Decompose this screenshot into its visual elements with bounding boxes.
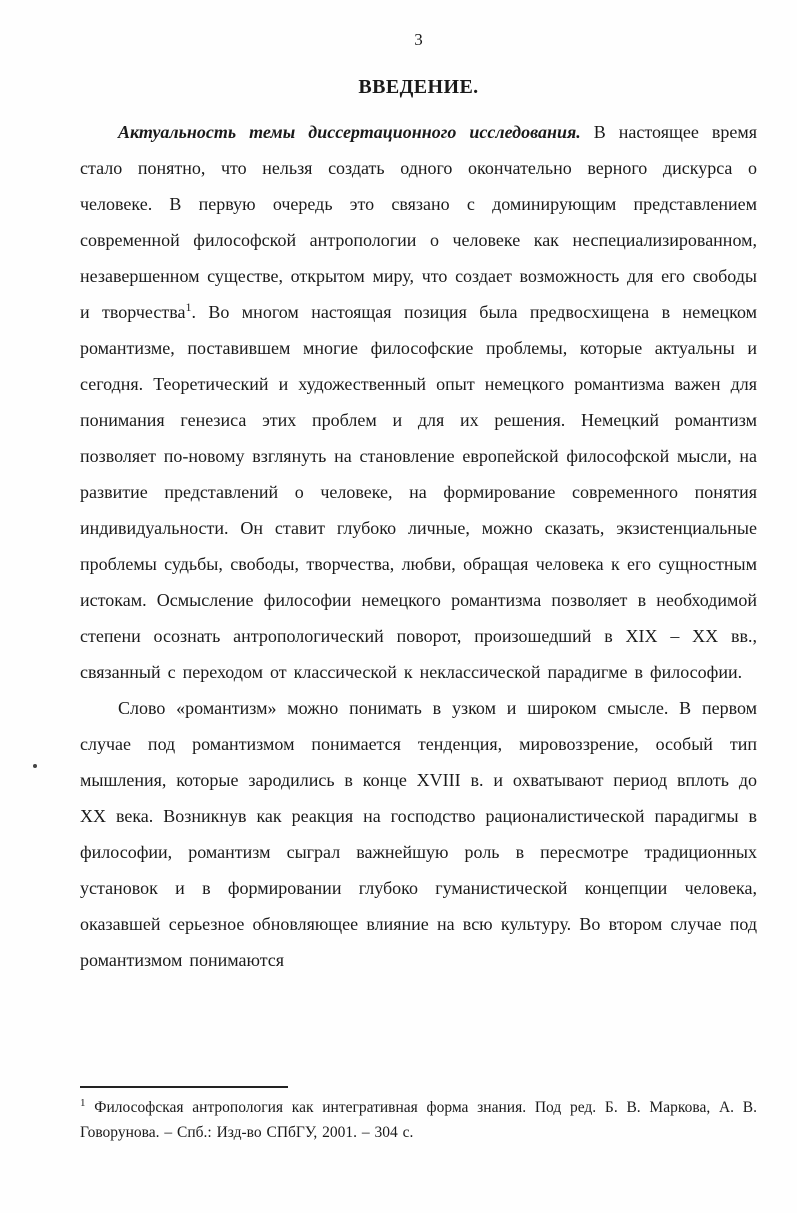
paragraph-text-before-footnote: В настоящее время стало понятно, что нельзя создать одного окончательно верного дискурса о человеке. В первую очередь это связано с доминирующим представлением современной философской антропологии о человеке как неспециализированном, незавершенном существе, открытом миру, что создает возможность для его свободы и творчества [80,122,757,322]
scan-speck-artifact [33,764,37,768]
section-heading: ВВЕДЕНИЕ. [358,76,479,98]
paragraph-2: Слово «романтизм» можно понимать в узком и широком смысле. В первом случае под романтизмом понимается тенденция, мировоззрение, особый тип мышления, которые зародились в конце XVIII в. и охватывают период вплоть до XX века. Возникнув как реакция на господство рационалистической парадигмы в философии, романтизм сыграл важнейшую роль в пересмотре традиционных установок и в формировании глубоко гуманистической концепции человека, оказавшей серьезное обновляющее влияние на всю культуру. Во втором случае под романтизмом понимаются [80,698,757,970]
paragraph-1 [80,114,757,690]
paragraph-text-after-footnote: . Во многом настоящая позиция была предвосхищена в немецком романтизме, поставившем многие философские проблемы, которые актуальны и сегодня. Теоретический и художественный опыт немецкого романтизма важен для понимания генезиса этих проблем и для их решения. Немецкий романтизм позволяет по-новому взглянуть на становление европейской философской мысли, на развитие представлений о человеке, на формирование современного понятия индивидуальности. Он ставит глубоко личные, можно сказать, экзистенциальные проблемы судьбы, свободы, творчества, любви, обращая человека к его сущностным истокам. Осмысление философии немецкого романтизма позволяет в необходимой степени осознать антропологический поворот, произошедший в XIX – XX вв., связанный с переходом от классической к неклассической парадигме в философии. [80,302,757,682]
paragraph-lead-emphasis: Актуальность темы диссертационного исследования. [118,122,581,142]
footnote-area [80,1086,757,1145]
footnote-separator-rule [80,1086,288,1088]
page-number: 3 [414,30,423,49]
footnote [80,1095,757,1145]
footnote-marker: 1 [80,1096,86,1109]
footnote-text: Философская антропология как интегративная форма знания. Под ред. Б. В. Маркова, А. В. Говорунова. – Спб.: Изд-во СПбГУ, 2001. – 304 с. [80,1099,757,1141]
footnote-reference: 1 [185,300,192,314]
body-text [80,114,757,978]
